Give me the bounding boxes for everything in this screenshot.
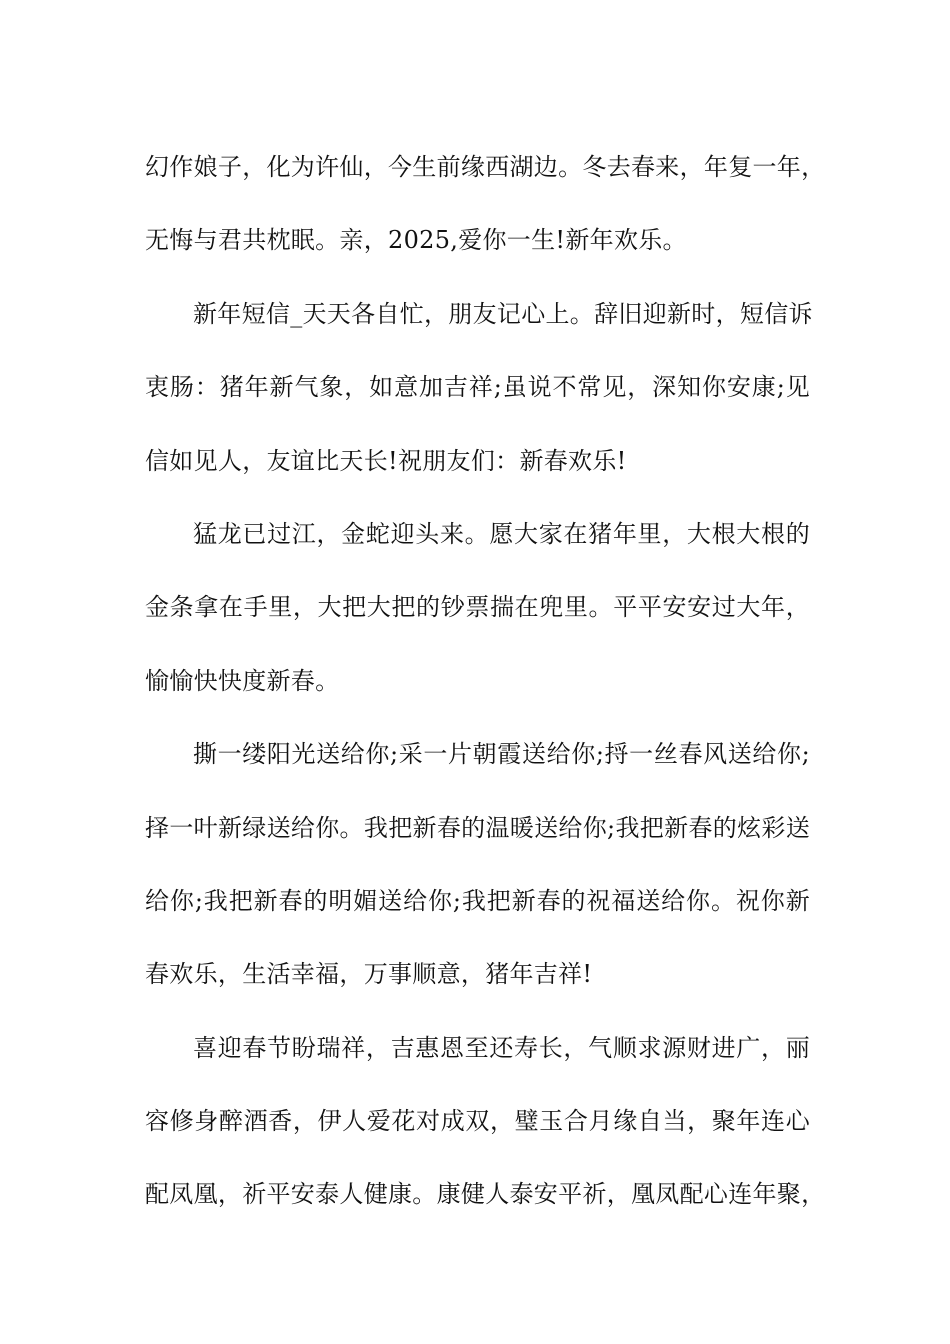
text-line: 喜迎春节盼瑞祥，吉惠恩至还寿长，气顺求源财进广，丽 bbox=[193, 1033, 810, 1062]
text-line: 无悔与君共枕眠。亲，2025,爱你一生!新年欢乐。 bbox=[145, 226, 687, 255]
text-line: 衷肠：猪年新气象，如意加吉祥;虽说不常见，深知你安康;见 bbox=[145, 373, 810, 402]
text-line: 金条拿在手里，大把大把的钞票揣在兜里。平平安安过大年， bbox=[145, 593, 810, 622]
text-line: 新年短信_天天各自忙，朋友记心上。辞旧迎新时，短信诉 bbox=[193, 299, 813, 328]
text-line: 幻作娘子，化为许仙，今生前缘西湖边。冬去春来，年复一年， bbox=[145, 153, 826, 181]
text-line: 给你;我把新春的明媚送给你;我把新春的祝福送给你。祝你新 bbox=[145, 886, 810, 915]
text-line: 春欢乐，生活幸福，万事顺意，猪年吉祥! bbox=[145, 960, 593, 989]
text-line: 愉愉快快度新春。 bbox=[145, 666, 340, 695]
document-body bbox=[145, 131, 826, 1232]
text-line: 撕一缕阳光送给你;采一片朝霞送给你;捋一丝春风送给你; bbox=[193, 740, 810, 769]
text-line: 容修身醉酒香，伊人爱花对成双，璧玉合月缘自当，聚年连心 bbox=[145, 1107, 810, 1136]
text-line: 信如见人，友谊比天长!祝朋友们：新春欢乐! bbox=[145, 446, 627, 475]
text-line: 择一叶新绿送给你。我把新春的温暖送给你;我把新春的炫彩送 bbox=[145, 813, 810, 842]
text-line: 配凤凰，祈平安泰人健康。康健人泰安平祈，凰凤配心连年聚， bbox=[145, 1180, 826, 1209]
text-line: 猛龙已过江，金蛇迎头来。愿大家在猪年里，大根大根的 bbox=[193, 519, 810, 548]
